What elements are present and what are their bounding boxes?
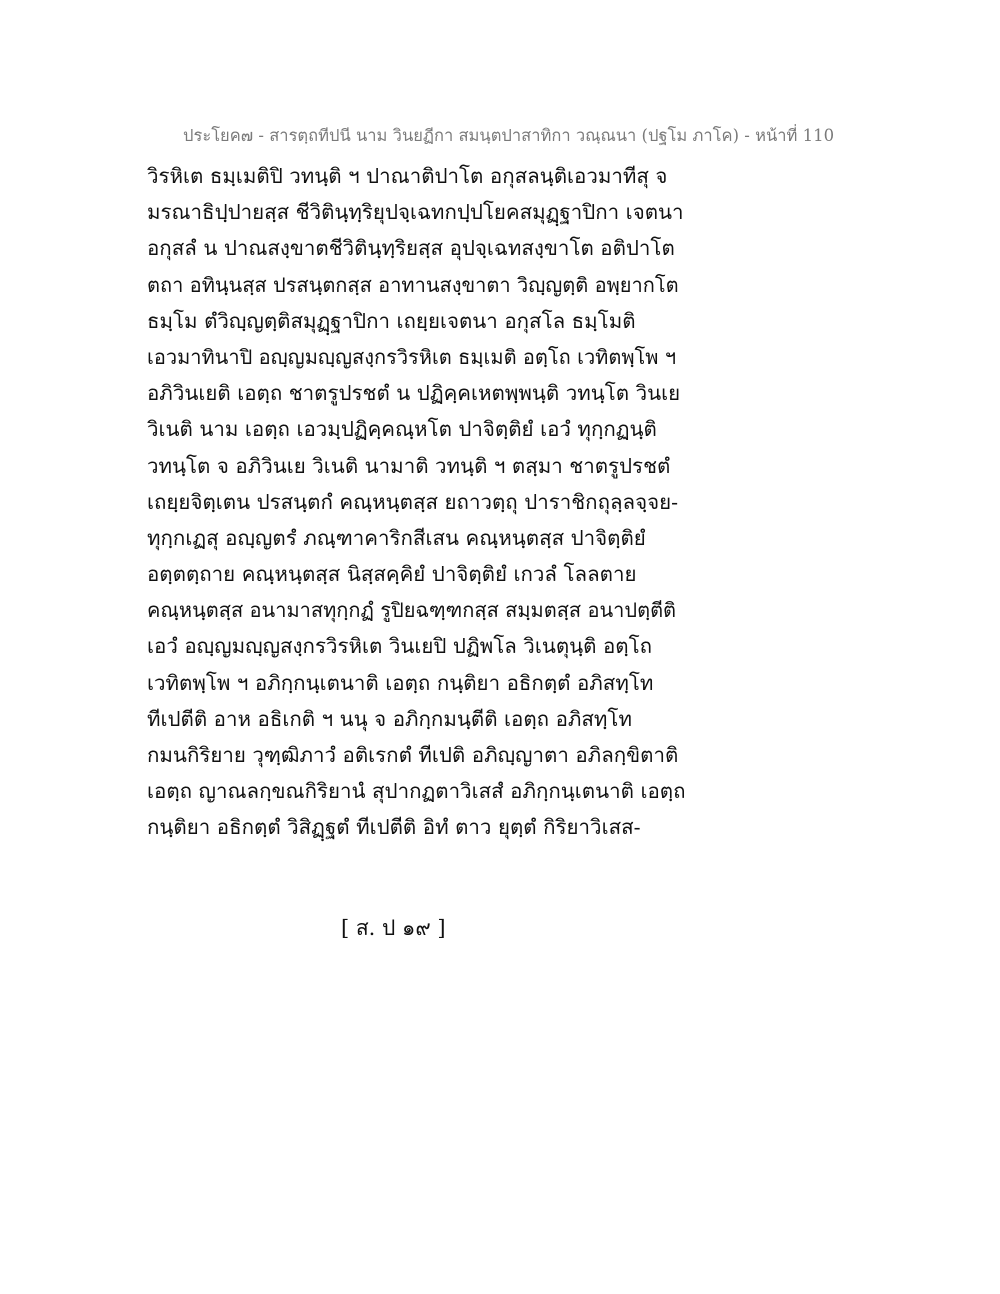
text-line: วทนฺโต จ อภิวินเย วิเนติ นามาติ วทนฺติ ฯ ตสฺมา ชาตรูปรชตํ [147, 453, 671, 478]
text-line: กนฺติยา อธิกตฺตํ วิสิฏฺฐตํ ทีเปตีติ อิทํ ตาว ยุตฺตํ กิริยาวิเสส- [147, 815, 641, 840]
text-line: เอวํ อญฺญมญฺญสงฺกรวิรหิเต วินเยปิ ปฏิพโล วิเนตุนฺติ อตฺโถ [147, 634, 653, 659]
text-line: เอตฺถ ญาณลกฺขณกิริยานํ สุปากฏตาวิเสสํ อภิกฺกนฺเตนาติ เอตฺถ [147, 779, 686, 804]
text-line: วิรหิเต ธมฺเมติปิ วทนฺติ ฯ ปาณาติปาโต อกุสลนฺติเอวมาทีสุ จ [147, 164, 668, 188]
body-text [147, 158, 687, 846]
text-line: เถยฺยจิตฺเตน ปรสนฺตกํ คณฺหนฺตสฺส ยถาวตฺถุ ปาราชิกถุลฺลจฺจย- [147, 489, 679, 514]
signature-mark: [ ส. ป ๑๙ ] [341, 916, 446, 940]
text-line: ตถา อทินฺนสฺส ปรสนฺตกสฺส อาทานสงฺขาตา วิญฺญตฺติ อพฺยากโต [147, 272, 679, 297]
text-line: วิเนติ นาม เอตฺถ เอวมฺปฏิคฺคณฺหโต ปาจิตฺติยํ เอวํ ทุกฺกฏนฺติ [147, 417, 657, 442]
text-line: ธมฺโม ตํวิญฺญตฺติสมุฏฺฐาปิกา เถยฺยเจตนา อกุสโล ธมฺโมติ [147, 308, 636, 333]
text-line: ทุกฺกเฏสุ อญฺญตรํ ภณฺฑาคาริกสีเสน คณฺหนฺตสฺส ปาจิตฺติยํ [147, 525, 646, 550]
text-line: มรณาธิปฺปายสฺส ชีวิตินฺทฺริยุปจฺเฉทกปฺปโยคสมุฏฺฐาปิกา เจตนา [147, 200, 684, 225]
text-line: คณฺหนฺตสฺส อนามาสทุกฺกฏํ รูปิยฉฑฺฑกสฺส สมฺมตสฺส อนาปตฺตีติ [147, 598, 677, 623]
text-line: เวทิตพฺโพ ฯ อภิกฺกนฺเตนาติ เอตฺถ กนฺติยา อธิกตฺตํ อภิสทฺโท [147, 670, 654, 695]
text-line: ทีเปตีติ อาห อธิเกติ ฯ นนุ จ อภิกฺกมนฺตีติ เอตฺถ อภิสทฺโท [147, 706, 632, 731]
text-line: กมนกิริยาย วุฑฺฒิภาวํ อติเรกตํ ทีเปติ อภิญฺญาตา อภิลกฺขิตาติ [147, 743, 679, 767]
running-header: ประโยค๗ - สารตฺถทีปนี นาม วินยฏีกา สมนฺตปาสาทิกา วณฺณนา (ปฐโม ภาโค) - หน้าที่ 110 [183, 126, 835, 145]
text-line: เอวมาทินาปิ อญฺญมญฺญสงฺกรวิรหิเต ธมฺเมติ อตฺโถ เวทิตพฺโพ ฯ [147, 344, 677, 369]
text-line: อตฺตตฺถาย คณฺหนฺตสฺส นิสฺสคฺคิยํ ปาจิตฺติยํ เกวลํ โลลตาย [147, 562, 637, 587]
text-line: อกุสลํ น ปาณสงฺขาตชีวิตินฺทฺริยสฺส อุปจฺเฉทสงฺขาโต อติปาโต [147, 236, 675, 261]
text-line: อภิวินเยติ เอตฺถ ชาตรูปรชตํ น ปฏิคฺคเหตพฺพนฺติ วทนฺโต วินเย [147, 381, 681, 406]
